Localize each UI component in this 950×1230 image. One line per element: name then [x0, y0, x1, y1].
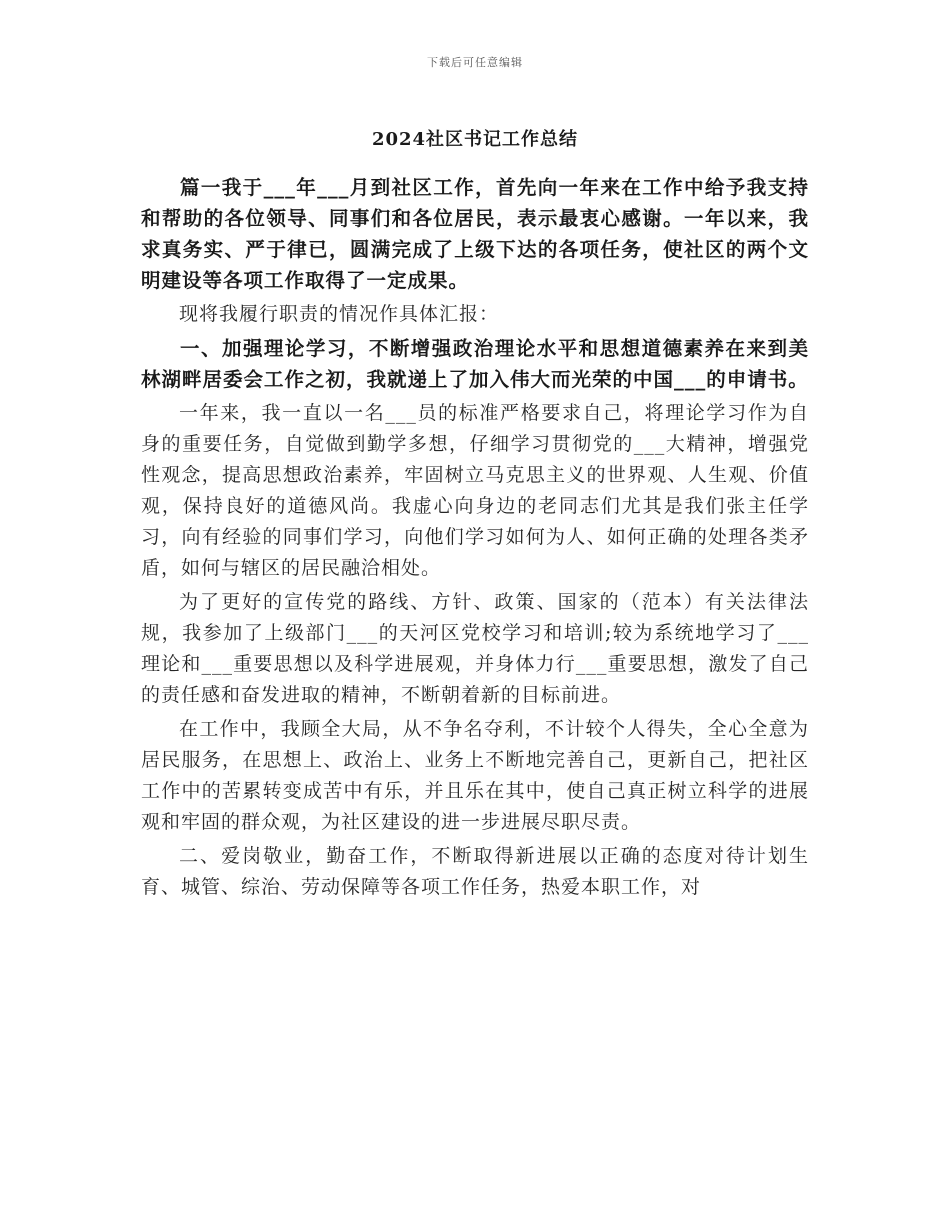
paragraph-training: 为了更好的宣传党的路线、方针、政策、国家的（范本）有关法律法规，我参加了上级部门___的天河区党校学习和培训;较为系统地学习了___理论和___重要思想以及科学进展观，并身体力行___重要思想，激发了自己的责任感和奋发进取的精神，不断朝着新的目标前进。 — [141, 591, 809, 706]
paragraph-intro: 篇一我于___年___月到社区工作，首先向一年来在工作中给予我支持和帮助的各位领导、同事们和各位居民，表示最衷心感谢。一年以来，我求真务实、严于律已，圆满完成了上级下达的各项任务，使社区的两个文明建设等各项工作取得了一定成果。 — [141, 176, 809, 292]
paragraph-theory-study: 一年来，我一直以一名___员的标准严格要求自己，将理论学习作为自身的重要任务，自觉做到勤学多想，仔细学习贯彻党的___大精神，增强党性观念，提高思想政治素养，牢固树立马克思主义的世界观、人生观、价值观，保持良好的道德风尚。我虚心向身边的老同志们尤其是我们张主任学习，向有经验的同事们学习，向他们学习如何为人、如何正确的处理各类矛盾，如何与辖区的居民融洽相处。 — [141, 402, 809, 579]
paragraph-work-attitude: 在工作中，我顾全大局，从不争名夺利，不计较个人得失，全心全意为居民服务，在思想上、政治上、业务上不断地完善自己，更新自己，把社区工作中的苦累转变成苦中有乐，并且乐在其中，使自己真正树立科学的进展观和牢固的群众观，为社区建设的进一步进展尽职尽责。 — [141, 718, 809, 833]
paragraph-section-one-heading: 一、加强理论学习，不断增强政治理论水平和思想道德素养在来到美林湖畔居委会工作之初，我就递上了加入伟大而光荣的中国___的申请书。 — [141, 337, 809, 391]
document-body — [141, 172, 809, 906]
paragraph-report-lead: 现将我履行职责的情况作具体汇报： — [179, 303, 500, 325]
page-header-note: 下载后可任意编辑 — [427, 56, 523, 69]
paragraph-section-two: 二、爱岗敬业，勤奋工作，不断取得新进展以正确的态度对待计划生育、城管、综治、劳动保障等各项工作任务，热爱本职工作，对 — [141, 845, 809, 898]
document-title: 2024社区书记工作总结 — [371, 129, 579, 150]
